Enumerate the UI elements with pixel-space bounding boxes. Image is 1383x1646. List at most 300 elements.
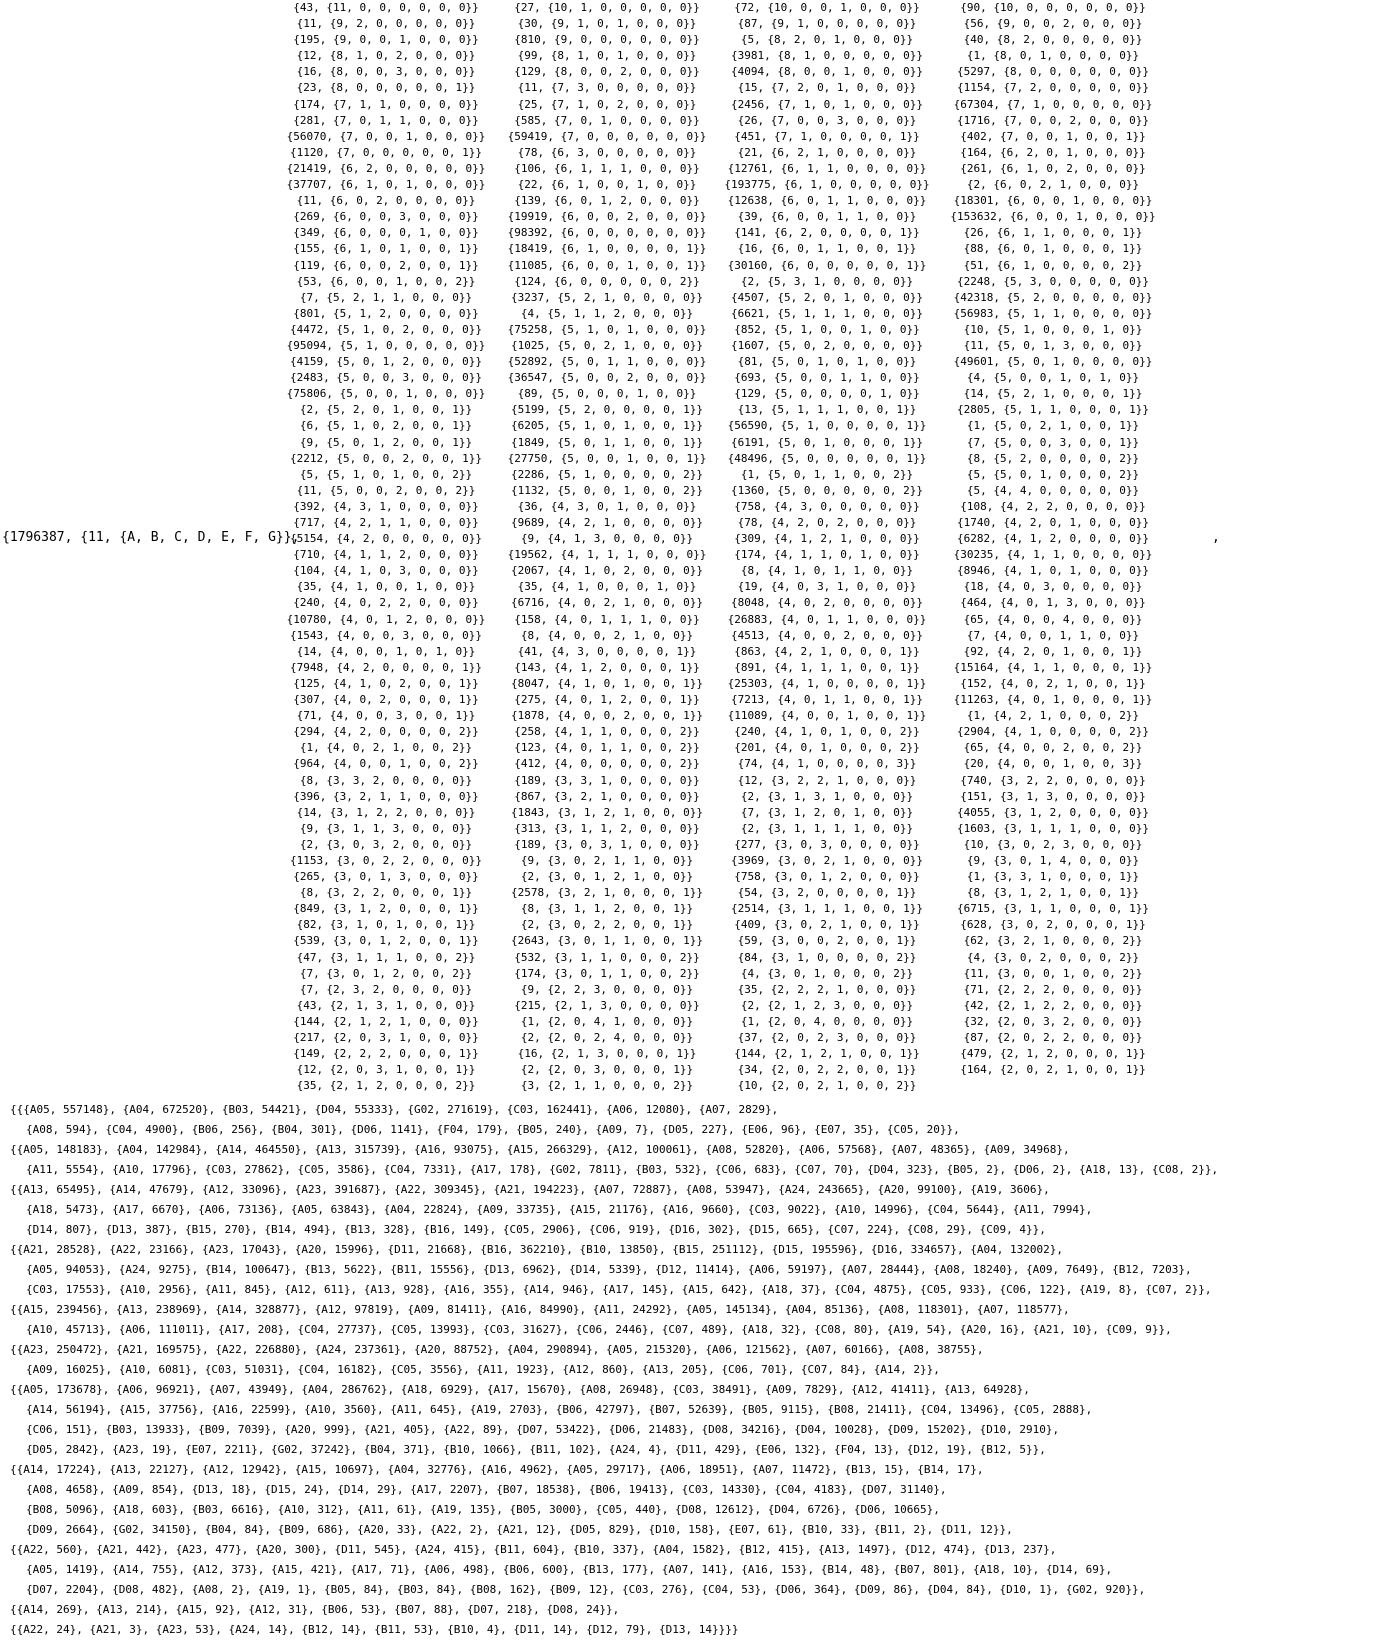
grid-cell: {2212, {5, 0, 0, 2, 0, 0, 1}}: [289, 451, 483, 465]
grid-cell: {281, {7, 0, 1, 1, 0, 0, 0}}: [293, 113, 479, 127]
grid-cell: {35, {2, 1, 2, 0, 0, 0, 2}}: [296, 1079, 476, 1093]
grid-cell: {710, {4, 1, 1, 2, 0, 0, 0}}: [293, 548, 479, 562]
grid-cell: {5, {5, 0, 1, 0, 0, 0, 2}}: [966, 467, 1140, 481]
grid-cell: {539, {3, 0, 1, 2, 0, 0, 1}}: [293, 934, 479, 948]
grid-cell: {78, {6, 3, 0, 0, 0, 0, 0}}: [517, 145, 697, 159]
grid-cell: {12, {8, 1, 0, 2, 0, 0, 0}}: [296, 49, 476, 63]
grid-cell: {2, {3, 1, 3, 1, 0, 0, 0}}: [740, 789, 914, 803]
grid-cell: {4094, {8, 0, 0, 1, 0, 0, 0}}: [730, 65, 924, 79]
grid-cell: {409, {3, 0, 2, 1, 0, 0, 1}}: [734, 918, 920, 932]
grid-cell: {87, {9, 1, 0, 0, 0, 0, 0}}: [737, 17, 917, 31]
grid-cell: {19919, {6, 0, 0, 2, 0, 0, 0}}: [507, 210, 707, 224]
grid-cell: {123, {4, 0, 1, 1, 0, 0, 2}}: [514, 741, 700, 755]
grid-cell: {74, {4, 1, 0, 0, 0, 0, 3}}: [737, 757, 917, 771]
expression-line: {{A23, 250472}, {A21, 169575}, {A22, 226880}, {A24, 237361}, {A20, 88752}, {A04, 290894}, {A05, 215320}, {A06, 121562}, {A07, 60166}, {A08, 38755},: [10, 1343, 984, 1356]
grid-cell: {139, {6, 0, 1, 2, 0, 0, 0}}: [514, 194, 700, 208]
grid-cell: {106, {6, 1, 1, 1, 0, 0, 0}}: [514, 161, 700, 175]
trailing-comma: ,: [1212, 530, 1220, 545]
grid-cell: {1543, {4, 0, 0, 3, 0, 0, 0}}: [289, 628, 483, 642]
expression-line: {C06, 151}, {B03, 13933}, {B09, 7039}, {A20, 999}, {A21, 405}, {A22, 89}, {D07, 53422}, {D06, 21483}, {D08, 34216}, {D04, 10028}, {D09, 15202}, {D10, 2910},: [26, 1423, 1060, 1436]
grid-cell: {7, {5, 2, 1, 1, 0, 0, 0}}: [299, 290, 473, 304]
grid-cell: {10, {5, 1, 0, 0, 0, 1, 0}}: [963, 322, 1143, 336]
grid-cell: {189, {3, 0, 3, 1, 0, 0, 0}}: [514, 837, 700, 851]
grid-cell: {863, {4, 2, 1, 0, 0, 0, 1}}: [734, 644, 920, 658]
grid-cell: {7, {2, 3, 2, 0, 0, 0, 0}}: [299, 982, 473, 996]
grid-cell: {9, {3, 0, 2, 1, 1, 0, 0}}: [520, 853, 694, 867]
grid-cell: {4507, {5, 2, 0, 1, 0, 0, 0}}: [730, 290, 924, 304]
grid-cell: {2286, {5, 1, 0, 0, 0, 0, 2}}: [510, 467, 704, 481]
grid-cell: {27, {10, 1, 0, 0, 0, 0, 0}}: [514, 1, 700, 14]
grid-cell: {8, {4, 0, 0, 2, 1, 0, 0}}: [520, 628, 694, 642]
grid-cell: {6715, {3, 1, 1, 0, 0, 0, 1}}: [956, 902, 1150, 916]
grid-cell: {801, {5, 1, 2, 0, 0, 0, 0}}: [293, 306, 479, 320]
grid-cell: {396, {3, 2, 1, 1, 0, 0, 0}}: [293, 789, 479, 803]
grid-cell: {7948, {4, 2, 0, 0, 0, 0, 1}}: [289, 660, 483, 674]
grid-cell: {269, {6, 0, 0, 3, 0, 0, 0}}: [293, 210, 479, 224]
grid-cell: {37707, {6, 1, 0, 1, 0, 0, 0}}: [286, 178, 486, 192]
grid-cell: {14, {4, 0, 0, 1, 0, 1, 0}}: [296, 644, 476, 658]
grid-cell: {108, {4, 2, 2, 0, 0, 0, 0}}: [960, 499, 1146, 513]
grid-cell: {8, {3, 3, 2, 0, 0, 0, 0}}: [299, 773, 473, 787]
grid-cell: {48496, {5, 0, 0, 0, 0, 0, 1}}: [727, 451, 927, 465]
expression-line: {{A14, 269}, {A13, 214}, {A15, 92}, {A12, 31}, {B06, 53}, {B07, 88}, {D07, 218}, {D08, 24}},: [10, 1603, 620, 1616]
grid-cell: {2, {5, 3, 1, 0, 0, 0, 0}}: [740, 274, 914, 288]
grid-cell: {2, {2, 0, 3, 0, 0, 0, 1}}: [520, 1063, 694, 1077]
grid-cell: {59, {3, 0, 0, 2, 0, 0, 1}}: [737, 934, 917, 948]
expression-line: {{A05, 173678}, {A06, 96921}, {A07, 43949}, {A04, 286762}, {A18, 6929}, {A17, 15670}, {A08, 26948}, {C03, 38491}, {A09, 7829}, {A12, 41411}, {A13, 64928},: [10, 1383, 1030, 1396]
grid-cell: {2578, {3, 2, 1, 0, 0, 0, 1}}: [510, 886, 704, 900]
grid-cell: {153632, {6, 0, 0, 1, 0, 0, 0}}: [950, 210, 1156, 224]
grid-cell: {75806, {5, 0, 0, 1, 0, 0, 0}}: [286, 387, 486, 401]
grid-cell: {628, {3, 0, 2, 0, 0, 0, 1}}: [960, 918, 1146, 932]
grid-cell: {18, {4, 0, 3, 0, 0, 0, 0}}: [963, 580, 1143, 594]
grid-cell: {6716, {4, 0, 2, 1, 0, 0, 0}}: [510, 596, 704, 610]
grid-cell: {11263, {4, 0, 1, 0, 0, 0, 1}}: [953, 693, 1153, 707]
grid-cell: {2805, {5, 1, 1, 0, 0, 0, 1}}: [956, 403, 1150, 417]
grid-cell: {275, {4, 0, 1, 2, 0, 0, 1}}: [514, 693, 700, 707]
grid-cell: {240, {4, 0, 2, 2, 0, 0, 0}}: [293, 596, 479, 610]
grid-cell: {195, {9, 0, 0, 1, 0, 0, 0}}: [293, 33, 479, 47]
grid-cell: {532, {3, 1, 1, 0, 0, 0, 2}}: [514, 950, 700, 964]
grid-cell: {867, {3, 2, 1, 0, 0, 0, 0}}: [514, 789, 700, 803]
grid-cell: {67304, {7, 1, 0, 0, 0, 0, 0}}: [953, 97, 1153, 111]
grid-cell: {717, {4, 2, 1, 1, 0, 0, 0}}: [293, 516, 479, 529]
grid-cell: {98392, {6, 0, 0, 0, 0, 0, 0}}: [507, 226, 707, 240]
grid-cell: {5, {8, 2, 0, 1, 0, 0, 0}}: [740, 33, 914, 47]
grid-cell: {1843, {3, 1, 2, 1, 0, 0, 0}}: [510, 805, 704, 819]
grid-cell: {125, {4, 1, 0, 2, 0, 0, 1}}: [293, 676, 479, 690]
grid-cell: {693, {5, 0, 0, 1, 1, 0, 0}}: [734, 371, 920, 385]
grid-cell: {36547, {5, 0, 0, 2, 0, 0, 0}}: [507, 371, 707, 385]
grid-cell: {87, {2, 0, 2, 2, 0, 0, 0}}: [963, 1031, 1143, 1044]
grid-cell: {19, {4, 0, 3, 1, 0, 0, 0}}: [737, 580, 917, 594]
grid-cell: {5, {4, 4, 0, 0, 0, 0, 0}}: [966, 483, 1140, 497]
grid-cell: {30160, {6, 0, 0, 0, 0, 0, 1}}: [727, 258, 927, 272]
grid-cell: {6, {5, 1, 0, 2, 0, 0, 1}}: [299, 419, 473, 433]
grid-cell: {59419, {7, 0, 0, 0, 0, 0, 0}}: [507, 129, 707, 143]
grid-cell: {71, {4, 0, 0, 3, 0, 0, 1}}: [296, 709, 476, 723]
grid-cell: {8, {3, 2, 2, 0, 0, 0, 1}}: [299, 886, 473, 900]
grid-cell: {16, {2, 1, 3, 0, 0, 0, 1}}: [517, 1047, 697, 1061]
grid-cell: {1849, {5, 0, 1, 1, 0, 0, 1}}: [510, 435, 704, 449]
grid-cell: {43, {11, 0, 0, 0, 0, 0, 0}}: [293, 1, 479, 14]
expression-line: {A08, 4658}, {A09, 854}, {D13, 18}, {D15, 24}, {D14, 29}, {A17, 2207}, {B07, 18538}, {B06, 19413}, {C03, 14330}, {C04, 4183}, {D07, 31140},: [26, 1483, 947, 1496]
grid-cell: {2, {2, 0, 2, 4, 0, 0, 0}}: [520, 1031, 694, 1044]
grid-cell: {849, {3, 1, 2, 0, 0, 0, 1}}: [293, 902, 479, 916]
expression-line: {A14, 56194}, {A15, 37756}, {A16, 22599}, {A10, 3560}, {A11, 645}, {A19, 2703}, {B06, 42797}, {B07, 52639}, {B05, 9115}, {B08, 21411}, {C04, 13496}, {C05, 2888},: [26, 1403, 1093, 1416]
expression-line: {D05, 2842}, {A23, 19}, {E07, 2211}, {G02, 37242}, {B04, 371}, {B10, 1066}, {B11, 102}, {A24, 4}, {D11, 429}, {E06, 132}, {F04, 13}, {D12, 19}, {B12, 5}},: [26, 1443, 1046, 1456]
grid-cell: {12, {3, 2, 2, 1, 0, 0, 0}}: [737, 773, 917, 787]
grid-cell: {9, {5, 0, 1, 2, 0, 0, 1}}: [299, 435, 473, 449]
grid-cell: {1153, {3, 0, 2, 2, 0, 0, 0}}: [289, 853, 483, 867]
grid-cell: {11, {7, 3, 0, 0, 0, 0, 0}}: [517, 81, 697, 95]
grid-cell: {964, {4, 0, 0, 1, 0, 0, 2}}: [293, 757, 479, 771]
grid-cell: {1740, {4, 2, 0, 1, 0, 0, 0}}: [956, 516, 1150, 529]
grid-cell: {52892, {5, 0, 1, 1, 0, 0, 0}}: [507, 355, 707, 369]
grid-cell: {4472, {5, 1, 0, 2, 0, 0, 0}}: [289, 322, 483, 336]
grid-cell: {56983, {5, 1, 1, 0, 0, 0, 0}}: [953, 306, 1153, 320]
grid-cell: {2, {3, 0, 3, 2, 0, 0, 0}}: [299, 837, 473, 851]
grid-cell: {11, {5, 0, 0, 2, 0, 0, 2}}: [296, 483, 476, 497]
grid-cell: {2, {3, 0, 2, 2, 0, 0, 1}}: [520, 918, 694, 932]
grid-cell: {1, {3, 3, 1, 0, 0, 0, 1}}: [966, 870, 1140, 884]
grid-cell: {7213, {4, 0, 1, 1, 0, 0, 1}}: [730, 693, 924, 707]
grid-cell: {42318, {5, 2, 0, 0, 0, 0, 0}}: [953, 290, 1153, 304]
grid-cell: {8, {3, 1, 1, 2, 0, 0, 1}}: [520, 902, 694, 916]
grid-cell: {810, {9, 0, 0, 0, 0, 0, 0}}: [514, 33, 700, 47]
grid-cell: {14, {3, 1, 2, 2, 0, 0, 0}}: [296, 805, 476, 819]
grid-cell: {18419, {6, 1, 0, 0, 0, 0, 1}}: [507, 242, 707, 256]
grid-cell: {3981, {8, 1, 0, 0, 0, 0, 0}}: [730, 49, 924, 63]
expression-line: {{A05, 148183}, {A04, 142984}, {A14, 464550}, {A13, 315739}, {A16, 93075}, {A15, 266329}, {A12, 100061}, {A08, 52820}, {A06, 57568}, {A07, 48365}, {A09, 34968},: [10, 1143, 1070, 1156]
grid-cell: {1878, {4, 0, 0, 2, 0, 0, 1}}: [510, 709, 704, 723]
grid-cell: {1132, {5, 0, 0, 1, 0, 0, 2}}: [510, 483, 704, 497]
grid-cell: {2, {2, 1, 2, 3, 0, 0, 0}}: [740, 998, 914, 1012]
grid-cell: {240, {4, 1, 0, 1, 0, 0, 2}}: [734, 725, 920, 739]
grid-cell: {62, {3, 2, 1, 0, 0, 0, 2}}: [963, 934, 1143, 948]
grid-cell: {11089, {4, 0, 0, 1, 0, 0, 1}}: [727, 709, 927, 723]
grid-cell: {143, {4, 1, 2, 0, 0, 0, 1}}: [514, 660, 700, 674]
grid-cell: {10, {3, 0, 2, 3, 0, 0, 0}}: [963, 837, 1143, 851]
grid-cell: {479, {2, 1, 2, 0, 0, 0, 1}}: [960, 1047, 1146, 1061]
grid-cell: {402, {7, 0, 0, 1, 0, 0, 1}}: [960, 129, 1146, 143]
grid-cell: {2904, {4, 1, 0, 0, 0, 0, 2}}: [956, 725, 1150, 739]
grid-cell: {56070, {7, 0, 0, 1, 0, 0, 0}}: [286, 129, 486, 143]
grid-cell: {89, {5, 0, 0, 0, 1, 0, 0}}: [517, 387, 697, 401]
grid-cell: {2, {6, 0, 2, 1, 0, 0, 0}}: [966, 178, 1140, 192]
grid-cell: {215, {2, 1, 3, 0, 0, 0, 0}}: [514, 998, 700, 1012]
expression-line: {A09, 16025}, {A10, 6081}, {C03, 51031}, {C04, 16182}, {C05, 3556}, {A11, 1923}, {A12, 860}, {A13, 205}, {C06, 701}, {C07, 84}, {A14, 2}},: [26, 1363, 940, 1376]
grid-cell: {201, {4, 0, 1, 0, 0, 0, 2}}: [734, 741, 920, 755]
grid-cell: {2, {3, 1, 1, 1, 1, 0, 0}}: [740, 821, 914, 835]
grid-cell: {349, {6, 0, 0, 0, 1, 0, 0}}: [293, 226, 479, 240]
grid-cell: {16, {6, 0, 1, 1, 0, 0, 1}}: [737, 242, 917, 256]
grid-cell: {1, {2, 0, 4, 1, 0, 0, 0}}: [520, 1014, 694, 1028]
grid-cell: {144, {2, 1, 2, 1, 0, 0, 1}}: [734, 1047, 920, 1061]
grid-cell: {852, {5, 1, 0, 0, 1, 0, 0}}: [734, 322, 920, 336]
grid-cell: {14, {5, 2, 1, 0, 0, 0, 1}}: [963, 387, 1143, 401]
grid-cell: {43, {2, 1, 3, 1, 0, 0, 0}}: [296, 998, 476, 1012]
grid-cell: {2, {5, 2, 0, 1, 0, 0, 1}}: [299, 403, 473, 417]
grid-cell: {155, {6, 1, 0, 1, 0, 0, 1}}: [293, 242, 479, 256]
grid-cell: {1603, {3, 1, 1, 1, 0, 0, 0}}: [956, 821, 1150, 835]
expression-line: {C03, 17553}, {A10, 2956}, {A11, 845}, {A12, 611}, {A13, 928}, {A16, 355}, {A14, 946}, {A17, 145}, {A15, 642}, {A18, 37}, {C04, 4875}, {C05, 933}, {C06, 122}, {A19, 8}, {C07, 2}},: [26, 1283, 1212, 1296]
grid-cell: {1025, {5, 0, 2, 1, 0, 0, 0}}: [510, 338, 704, 352]
expression-line: {A05, 1419}, {A14, 755}, {A12, 373}, {A15, 421}, {A17, 71}, {A06, 498}, {B06, 600}, {B13, 177}, {A07, 141}, {A16, 153}, {B14, 48}, {B07, 801}, {A18, 10}, {D14, 69},: [26, 1563, 1113, 1576]
grid-cell: {451, {7, 1, 0, 0, 0, 0, 1}}: [734, 129, 920, 143]
grid-cell: {2643, {3, 0, 1, 1, 0, 0, 1}}: [510, 934, 704, 948]
grid-cell: {174, {4, 1, 1, 0, 1, 0, 0}}: [734, 548, 920, 562]
grid-cell: {26, {7, 0, 0, 3, 0, 0, 0}}: [737, 113, 917, 127]
grid-cell: {8946, {4, 1, 0, 1, 0, 0, 0}}: [956, 564, 1150, 578]
grid-cell: {1360, {5, 0, 0, 0, 0, 0, 2}}: [730, 483, 924, 497]
grid-cell: {84, {3, 1, 0, 0, 0, 0, 2}}: [737, 950, 917, 964]
grid-cell: {88, {6, 0, 1, 0, 0, 0, 1}}: [963, 242, 1143, 256]
grid-cell: {2483, {5, 0, 0, 3, 0, 0, 0}}: [289, 371, 483, 385]
grid-cell: {261, {6, 1, 0, 2, 0, 0, 0}}: [960, 161, 1146, 175]
grid-cell: {6621, {5, 1, 1, 1, 0, 0, 0}}: [730, 306, 924, 320]
grid-cell: {92, {4, 2, 0, 1, 0, 0, 1}}: [963, 644, 1143, 658]
grid-cell: {42, {2, 1, 2, 2, 0, 0, 0}}: [963, 998, 1143, 1012]
grid-cell: {26883, {4, 0, 1, 1, 0, 0, 0}}: [727, 612, 927, 626]
grid-cell: {152, {4, 0, 2, 1, 0, 0, 1}}: [960, 676, 1146, 690]
grid-cell: {6205, {5, 1, 0, 1, 0, 0, 1}}: [510, 419, 704, 433]
grid-cell: {151, {3, 1, 3, 0, 0, 0, 0}}: [960, 789, 1146, 803]
bottom-expression: [10, 1100, 1370, 1640]
expression-line: {A18, 5473}, {A17, 6670}, {A06, 73136}, {A05, 63843}, {A04, 22824}, {A09, 33735}, {A15, 21176}, {A16, 9660}, {C03, 9022}, {A10, 14996}, {C04, 5644}, {A11, 7994},: [26, 1203, 1093, 1216]
grid-cell: {307, {4, 0, 2, 0, 0, 0, 1}}: [293, 693, 479, 707]
grid-cell: {30235, {4, 1, 1, 0, 0, 0, 0}}: [953, 548, 1153, 562]
grid-cell: {891, {4, 1, 1, 1, 0, 0, 1}}: [734, 660, 920, 674]
grid-cell: {740, {3, 2, 2, 0, 0, 0, 0}}: [960, 773, 1146, 787]
grid-cell: {30, {9, 1, 0, 1, 0, 0, 0}}: [517, 17, 697, 31]
grid-cell: {47, {3, 1, 1, 1, 0, 0, 2}}: [296, 950, 476, 964]
grid-cell: {11, {6, 0, 2, 0, 0, 0, 0}}: [296, 194, 476, 208]
grid-cell: {12638, {6, 0, 1, 1, 0, 0, 0}}: [727, 194, 927, 208]
grid-cell: {35, {2, 2, 2, 1, 0, 0, 0}}: [737, 982, 917, 996]
grid-cell: {49601, {5, 0, 1, 0, 0, 0, 0}}: [953, 355, 1153, 369]
grid-cell: {129, {5, 0, 0, 0, 0, 1, 0}}: [734, 387, 920, 401]
grid-cell: {90, {10, 0, 0, 0, 0, 0, 0}}: [960, 1, 1146, 14]
grid-cell: {22, {6, 1, 0, 0, 1, 0, 0}}: [517, 178, 697, 192]
grid-cell: {18301, {6, 0, 0, 1, 0, 0, 0}}: [953, 194, 1153, 208]
grid-cell: {65, {4, 0, 0, 2, 0, 0, 2}}: [963, 741, 1143, 755]
grid-cell: {104, {4, 1, 0, 3, 0, 0, 0}}: [293, 564, 479, 578]
grid-cell: {392, {4, 3, 1, 0, 0, 0, 0}}: [293, 499, 479, 513]
grid-cell: {8047, {4, 1, 0, 1, 0, 0, 1}}: [510, 676, 704, 690]
grid-cell: {20, {4, 0, 0, 1, 0, 0, 3}}: [963, 757, 1143, 771]
grid-cell: {129, {8, 0, 0, 2, 0, 0, 0}}: [514, 65, 700, 79]
expression-line: {{A22, 24}, {A21, 3}, {A23, 53}, {A24, 14}, {B12, 14}, {B11, 53}, {B10, 4}, {D11, 14}, {D12, 79}, {D13, 14}}}}: [10, 1623, 739, 1636]
grid-cell: {16, {8, 0, 0, 3, 0, 0, 0}}: [296, 65, 476, 79]
grid-cell: {10, {2, 0, 2, 1, 0, 0, 2}}: [737, 1079, 917, 1093]
grid-cell: {75258, {5, 1, 0, 1, 0, 0, 0}}: [507, 322, 707, 336]
grid-cell: {9, {2, 2, 3, 0, 0, 0, 0}}: [520, 982, 694, 996]
grid-cell: {8, {5, 2, 0, 0, 0, 0, 2}}: [966, 451, 1140, 465]
grid-cell: {72, {10, 0, 0, 1, 0, 0, 0}}: [734, 1, 920, 14]
grid-cell: {1716, {7, 0, 0, 2, 0, 0, 0}}: [956, 113, 1150, 127]
grid-cell: {51, {6, 1, 0, 0, 0, 0, 2}}: [963, 258, 1143, 272]
grid-cell: {12761, {6, 1, 1, 0, 0, 0, 0}}: [727, 161, 927, 175]
grid-cell: {149, {2, 2, 2, 0, 0, 0, 1}}: [293, 1047, 479, 1061]
grid-cell: {758, {4, 3, 0, 0, 0, 0, 0}}: [734, 499, 920, 513]
grid-column-3: [720, 0, 934, 1094]
grid-cell: {21419, {6, 2, 0, 0, 0, 0, 0}}: [286, 161, 486, 175]
grid-cell: {4, {3, 0, 2, 0, 0, 0, 2}}: [966, 950, 1140, 964]
grid-cell: {3, {2, 1, 1, 0, 0, 0, 2}}: [520, 1079, 694, 1093]
grid-cell: {6282, {4, 1, 2, 0, 0, 0, 0}}: [956, 532, 1150, 546]
grid-cell: {412, {4, 0, 0, 0, 0, 0, 2}}: [514, 757, 700, 771]
expression-line: {A05, 94053}, {A24, 9275}, {B14, 100647}, {B13, 5622}, {B11, 15556}, {D13, 6962}, {D14, 5339}, {D12, 11414}, {A06, 59197}, {A07, 28444}, {A08, 18240}, {A09, 7649}, {B12, 7203},: [26, 1263, 1192, 1276]
grid-cell: {8, {3, 1, 2, 1, 0, 0, 1}}: [966, 886, 1140, 900]
grid-cell: {217, {2, 0, 3, 1, 0, 0, 0}}: [293, 1031, 479, 1044]
expression-line: {B08, 5096}, {A18, 603}, {B03, 6616}, {A10, 312}, {A11, 61}, {A19, 135}, {B05, 3000}, {C05, 440}, {D08, 12612}, {D04, 6726}, {D06, 10665},: [26, 1503, 940, 1516]
expression-line: {{A14, 17224}, {A13, 22127}, {A12, 12942}, {A15, 10697}, {A04, 32776}, {A16, 4962}, {A05, 29717}, {A06, 18951}, {A07, 11472}, {B13, 15}, {B14, 17},: [10, 1463, 984, 1476]
expression-line: {D07, 2204}, {D08, 482}, {A08, 2}, {A19, 1}, {B05, 84}, {B03, 84}, {B08, 162}, {B09, 12}, {C03, 276}, {C04, 53}, {D06, 364}, {D09, 86}, {D04, 84}, {D10, 1}, {G02, 920}},: [26, 1583, 1146, 1596]
grid-cell: {5, {5, 1, 0, 1, 0, 0, 2}}: [299, 467, 473, 481]
grid-cell: {193775, {6, 1, 0, 0, 0, 0, 0}}: [724, 178, 930, 192]
grid-cell: {1, {4, 2, 1, 0, 0, 0, 2}}: [966, 709, 1140, 723]
grid-cell: {9689, {4, 2, 1, 0, 0, 0, 0}}: [510, 516, 704, 529]
expression-line: {A08, 594}, {C04, 4900}, {B06, 256}, {B04, 301}, {D06, 1141}, {F04, 179}, {B05, 240}, {A09, 7}, {D05, 227}, {E06, 96}, {E07, 35}, {C05, 20}},: [26, 1123, 960, 1136]
grid-cell: {1607, {5, 0, 2, 0, 0, 0, 0}}: [730, 338, 924, 352]
grid-cell: {141, {6, 2, 0, 0, 0, 0, 1}}: [734, 226, 920, 240]
grid-cell: {3969, {3, 0, 2, 1, 0, 0, 0}}: [730, 853, 924, 867]
grid-cell: {12, {2, 0, 3, 1, 0, 0, 1}}: [296, 1063, 476, 1077]
grid-cell: {174, {3, 0, 1, 1, 0, 0, 2}}: [514, 966, 700, 980]
grid-cell: {1, {8, 0, 1, 0, 0, 0, 0}}: [966, 49, 1140, 63]
expression-line: {{A22, 560}, {A21, 442}, {A23, 477}, {A20, 300}, {D11, 545}, {A24, 415}, {B11, 604}, {B10, 337}, {A04, 1582}, {B12, 415}, {A13, 1497}, {D12, 474}, {D13, 237},: [10, 1543, 1057, 1556]
grid-cell: {1120, {7, 0, 0, 0, 0, 0, 1}}: [289, 145, 483, 159]
grid-cell: {1154, {7, 2, 0, 0, 0, 0, 0}}: [956, 81, 1150, 95]
grid-cell: {71, {2, 2, 2, 0, 0, 0, 0}}: [963, 982, 1143, 996]
grid-column-2: [500, 0, 714, 1094]
grid-cell: {189, {3, 3, 1, 0, 0, 0, 0}}: [514, 773, 700, 787]
grid-cell: {65, {4, 0, 0, 4, 0, 0, 0}}: [963, 612, 1143, 626]
grid-cell: {7, {3, 1, 2, 0, 1, 0, 0}}: [740, 805, 914, 819]
grid-cell: {1, {4, 0, 2, 1, 0, 0, 2}}: [299, 741, 473, 755]
grid-cell: {4, {5, 0, 0, 1, 0, 1, 0}}: [966, 371, 1140, 385]
grid-cell: {1, {5, 0, 1, 1, 0, 0, 2}}: [740, 467, 914, 481]
expression-line: {D14, 807}, {D13, 387}, {B15, 270}, {B14, 494}, {B13, 328}, {B16, 149}, {C05, 2906}, {C06, 919}, {D16, 302}, {D15, 665}, {C07, 224}, {C08, 29}, {C09, 4}},: [26, 1223, 1046, 1236]
grid-cell: {758, {3, 0, 1, 2, 0, 0, 0}}: [734, 870, 920, 884]
grid-cell: {54, {3, 2, 0, 0, 0, 0, 1}}: [737, 886, 917, 900]
grid-cell: {9, {3, 0, 1, 4, 0, 0, 0}}: [966, 853, 1140, 867]
grid-cell: {2248, {5, 3, 0, 0, 0, 0, 0}}: [956, 274, 1150, 288]
grid-cell: {7, {3, 0, 1, 2, 0, 0, 2}}: [299, 966, 473, 980]
grid-cell: {23, {8, 0, 0, 0, 0, 0, 1}}: [296, 81, 476, 95]
grid-cell: {4, {5, 1, 1, 2, 0, 0, 0}}: [520, 306, 694, 320]
grid-cell: {82, {3, 1, 0, 1, 0, 0, 1}}: [296, 918, 476, 932]
expression-line: {{A15, 239456}, {A13, 238969}, {A14, 328877}, {A12, 97819}, {A09, 81411}, {A16, 84990}, {A11, 24292}, {A05, 145134}, {A04, 85136}, {A08, 118301}, {A07, 118577},: [10, 1303, 1070, 1316]
grid-column-1: [286, 0, 486, 1094]
grid-cell: {56590, {5, 1, 0, 0, 0, 0, 1}}: [727, 419, 927, 433]
grid-cell: {25, {7, 1, 0, 2, 0, 0, 0}}: [517, 97, 697, 111]
grid-cell: {265, {3, 0, 1, 3, 0, 0, 0}}: [293, 870, 479, 884]
grid-cell: {8, {4, 1, 0, 1, 1, 0, 0}}: [740, 564, 914, 578]
grid-cell: {15, {7, 2, 0, 1, 0, 0, 0}}: [737, 81, 917, 95]
grid-cell: {4, {3, 0, 1, 0, 0, 0, 2}}: [740, 966, 914, 980]
grid-cell: {6191, {5, 0, 1, 0, 0, 0, 1}}: [730, 435, 924, 449]
grid-cell: {5199, {5, 2, 0, 0, 0, 0, 1}}: [510, 403, 704, 417]
grid-cell: {124, {6, 0, 0, 0, 0, 0, 2}}: [514, 274, 700, 288]
grid-cell: {11, {5, 0, 1, 3, 0, 0, 0}}: [963, 338, 1143, 352]
expression-line: {{A21, 28528}, {A22, 23166}, {A23, 17043}, {A20, 15996}, {D11, 21668}, {B16, 362210}, {B10, 13850}, {B15, 251112}, {D15, 195596}, {D16, 334657}, {A04, 132002},: [10, 1243, 1063, 1256]
grid-cell: {5154, {4, 2, 0, 0, 0, 0, 0}}: [289, 532, 483, 546]
grid-cell: {144, {2, 1, 2, 1, 0, 0, 0}}: [293, 1014, 479, 1028]
grid-cell: {27750, {5, 0, 0, 1, 0, 0, 1}}: [507, 451, 707, 465]
grid-cell: {164, {2, 0, 2, 1, 0, 0, 1}}: [960, 1063, 1146, 1077]
expression-line: {D09, 2664}, {G02, 34150}, {B04, 84}, {B09, 686}, {A20, 33}, {A22, 2}, {A21, 12}, {D05, 829}, {D10, 158}, {E07, 61}, {B10, 33}, {B11, 2}, {D11, 12}},: [26, 1523, 1013, 1536]
grid-cell: {21, {6, 2, 1, 0, 0, 0, 0}}: [737, 145, 917, 159]
grid-column-4: [944, 0, 1162, 1078]
grid-cell: {56, {9, 0, 0, 2, 0, 0, 0}}: [963, 17, 1143, 31]
grid-cell: {7, {4, 0, 0, 1, 1, 0, 0}}: [966, 628, 1140, 642]
grid-cell: {7, {5, 0, 0, 3, 0, 0, 1}}: [966, 435, 1140, 449]
grid-cell: {464, {4, 0, 1, 3, 0, 0, 0}}: [960, 596, 1146, 610]
grid-cell: {4159, {5, 0, 1, 2, 0, 0, 0}}: [289, 355, 483, 369]
grid-cell: {294, {4, 2, 0, 0, 0, 0, 2}}: [293, 725, 479, 739]
grid-cell: {11085, {6, 0, 0, 1, 0, 0, 1}}: [507, 258, 707, 272]
grid-cell: {10780, {4, 0, 1, 2, 0, 0, 0}}: [286, 612, 486, 626]
grid-cell: {53, {6, 0, 0, 1, 0, 0, 2}}: [296, 274, 476, 288]
grid-cell: {119, {6, 0, 0, 2, 0, 0, 1}}: [293, 258, 479, 272]
grid-cell: {2067, {4, 1, 0, 2, 0, 0, 0}}: [510, 564, 704, 578]
grid-cell: {78, {4, 2, 0, 2, 0, 0, 0}}: [737, 516, 917, 529]
grid-cell: {5297, {8, 0, 0, 0, 0, 0, 0}}: [956, 65, 1150, 79]
grid-cell: {32, {2, 0, 3, 2, 0, 0, 0}}: [963, 1014, 1143, 1028]
grid-cell: {158, {4, 0, 1, 1, 1, 0, 0}}: [514, 612, 700, 626]
grid-cell: {95094, {5, 1, 0, 0, 0, 0, 0}}: [286, 338, 486, 352]
expression-line: {{A13, 65495}, {A14, 47679}, {A12, 33096}, {A23, 391687}, {A22, 309345}, {A21, 194223}, {A07, 72887}, {A08, 53947}, {A24, 243665}, {A20, 99100}, {A19, 3606},: [10, 1183, 1050, 1196]
grid-cell: {313, {3, 1, 1, 2, 0, 0, 0}}: [514, 821, 700, 835]
grid-cell: {164, {6, 2, 0, 1, 0, 0, 0}}: [960, 145, 1146, 159]
expression-line: {A10, 45713}, {A06, 111011}, {A17, 208}, {C04, 27737}, {C05, 13993}, {C03, 31627}, {C06, 2446}, {C07, 489}, {A18, 32}, {C08, 80}, {A19, 54}, {A20, 16}, {A21, 10}, {C09, 9}},: [26, 1323, 1172, 1336]
grid-cell: {13, {5, 1, 1, 1, 0, 0, 1}}: [737, 403, 917, 417]
grid-cell: {35, {4, 1, 0, 0, 0, 1, 0}}: [517, 580, 697, 594]
grid-cell: {309, {4, 1, 2, 1, 0, 0, 0}}: [734, 532, 920, 546]
grid-cell: {19562, {4, 1, 1, 1, 0, 0, 0}}: [507, 548, 707, 562]
grid-cell: {41, {4, 3, 0, 0, 0, 0, 1}}: [517, 644, 697, 658]
grid-cell: {277, {3, 0, 3, 0, 0, 0, 0}}: [734, 837, 920, 851]
grid-cell: {8048, {4, 0, 2, 0, 0, 0, 0}}: [730, 596, 924, 610]
grid-cell: {2456, {7, 1, 0, 1, 0, 0, 0}}: [730, 97, 924, 111]
grid-cell: {3237, {5, 2, 1, 0, 0, 0, 0}}: [510, 290, 704, 304]
grid-cell: {585, {7, 0, 1, 0, 0, 0, 0}}: [514, 113, 700, 127]
grid-cell: {1, {5, 0, 2, 1, 0, 0, 1}}: [966, 419, 1140, 433]
grid-cell: {39, {6, 0, 0, 1, 1, 0, 0}}: [737, 210, 917, 224]
grid-cell: {40, {8, 2, 0, 0, 0, 0, 0}}: [963, 33, 1143, 47]
grid-cell: {4055, {3, 1, 2, 0, 0, 0, 0}}: [956, 805, 1150, 819]
grid-cell: {258, {4, 1, 1, 0, 0, 0, 2}}: [514, 725, 700, 739]
expression-line: {{{A05, 557148}, {A04, 672520}, {B03, 54421}, {D04, 55333}, {G02, 271619}, {C03, 162441}, {A06, 12080}, {A07, 2829},: [10, 1103, 779, 1116]
grid-cell: {99, {8, 1, 0, 1, 0, 0, 0}}: [517, 49, 697, 63]
grid-cell: {37, {2, 0, 2, 3, 0, 0, 0}}: [737, 1031, 917, 1044]
grid-cell: {2514, {3, 1, 1, 1, 0, 0, 1}}: [730, 902, 924, 916]
grid-cell: {11, {3, 0, 0, 1, 0, 0, 2}}: [963, 966, 1143, 980]
grid-cell: {11, {9, 2, 0, 0, 0, 0, 0}}: [296, 17, 476, 31]
grid-cell: {1, {2, 0, 4, 0, 0, 0, 0}}: [740, 1014, 914, 1028]
header-expression: {1796387, {11, {A, B, C, D, E, F, G}},: [2, 530, 300, 545]
expression-line: {A11, 5554}, {A10, 17796}, {C03, 27862}, {C05, 3586}, {C04, 7331}, {A17, 178}, {G02, 7811}, {B03, 532}, {C06, 683}, {C07, 70}, {D04, 323}, {B05, 2}, {D06, 2}, {A18, 13}, {C08, 2}},: [26, 1163, 1219, 1176]
grid-cell: {9, {3, 1, 1, 3, 0, 0, 0}}: [299, 821, 473, 835]
grid-cell: {36, {4, 3, 0, 1, 0, 0, 0}}: [517, 499, 697, 513]
grid-cell: {34, {2, 0, 2, 2, 0, 0, 1}}: [737, 1063, 917, 1077]
grid-cell: {9, {4, 1, 3, 0, 0, 0, 0}}: [520, 532, 694, 546]
grid-cell: {4513, {4, 0, 0, 2, 0, 0, 0}}: [730, 628, 924, 642]
grid-cell: {15164, {4, 1, 1, 0, 0, 0, 1}}: [953, 660, 1153, 674]
grid-cell: {35, {4, 1, 0, 0, 1, 0, 0}}: [296, 580, 476, 594]
